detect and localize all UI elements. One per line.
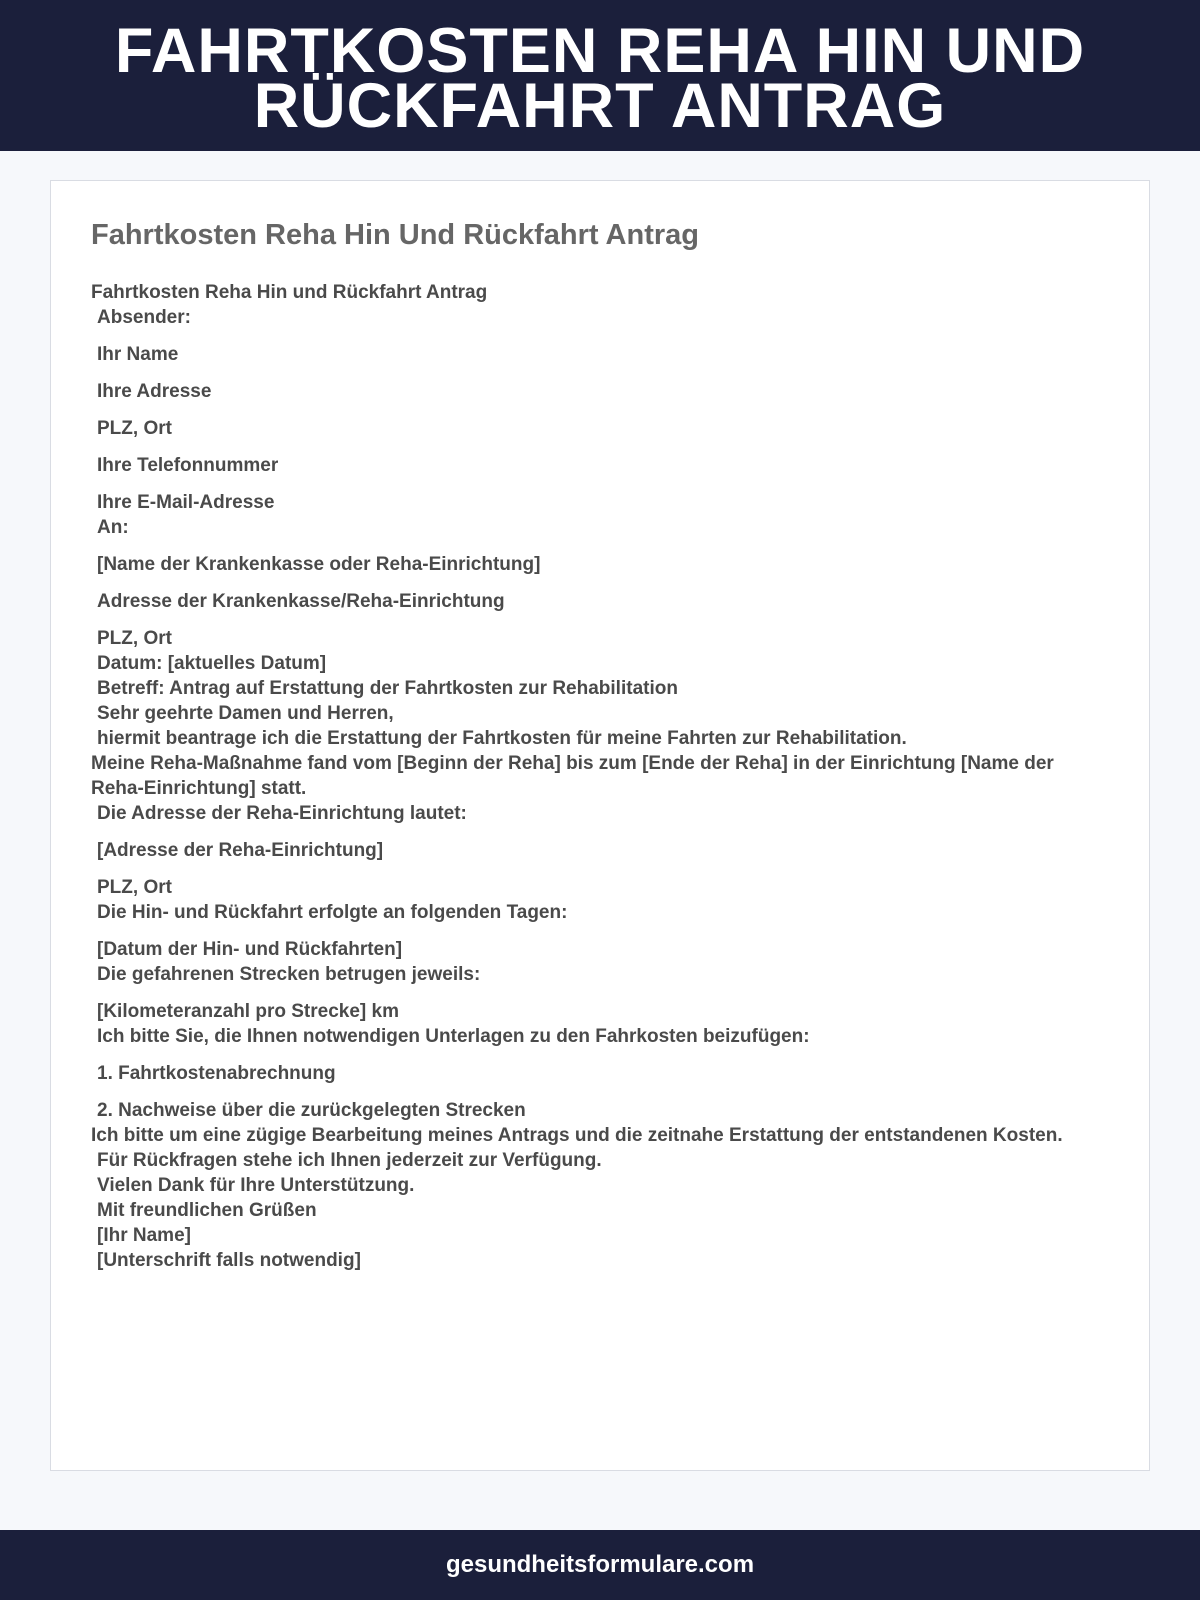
document-line: [Kilometeranzahl pro Strecke] km <box>97 1001 399 1022</box>
page-header <box>0 0 1200 151</box>
document-line: Betreff: Antrag auf Erstattung der Fahrtkosten zur Rehabilitation <box>97 678 678 699</box>
document-line: PLZ, Ort <box>97 877 172 898</box>
document-line: Vielen Dank für Ihre Unterstützung. <box>97 1175 415 1196</box>
document-line: 2. Nachweise über die zurückgelegten Strecken <box>97 1100 526 1121</box>
page-footer <box>0 1530 1200 1600</box>
document-line: Ihr Name <box>97 344 179 365</box>
document-line: [Adresse der Reha-Einrichtung] <box>97 840 384 861</box>
document-line: Sehr geehrte Damen und Herren, <box>97 703 394 724</box>
document-line: [Datum der Hin- und Rückfahrten] <box>97 939 403 960</box>
document-line: Absender: <box>97 307 191 328</box>
footer-site-link[interactable]: gesundheitsformulare.com <box>445 1551 755 1578</box>
document-line: Datum: [aktuelles Datum] <box>97 653 327 674</box>
document-line: [Unterschrift falls notwendig] <box>97 1250 361 1271</box>
document-line: Die gefahrenen Strecken betrugen jeweils: <box>97 964 481 985</box>
document-line: An: <box>97 517 129 538</box>
document-card <box>50 180 1150 1471</box>
document-line: [Name der Krankenkasse oder Reha-Einrichtung] <box>97 554 541 575</box>
document-line: hiermit beantrage ich die Erstattung der Fahrtkosten für meine Fahrten zur Rehabilitation. <box>97 728 907 749</box>
document-body <box>91 280 1081 1273</box>
document-title: Fahrtkosten Reha Hin Und Rückfahrt Antrag <box>91 219 699 251</box>
document-line: Ihre E-Mail-Adresse <box>97 492 275 513</box>
document-line: Ihre Adresse <box>97 381 212 402</box>
document-line: [Ihr Name] <box>97 1225 191 1246</box>
document-line: Fahrtkosten Reha Hin und Rückfahrt Antrag <box>91 282 488 303</box>
document-line: Die Adresse der Reha-Einrichtung lautet: <box>97 803 467 824</box>
document-line: Mit freundlichen Grüßen <box>97 1200 317 1221</box>
document-line: 1. Fahrtkostenabrechnung <box>97 1063 336 1084</box>
document-line: PLZ, Ort <box>97 418 172 439</box>
document-line: Für Rückfragen stehe ich Ihnen jederzeit zur Verfügung. <box>97 1150 602 1171</box>
document-line: Ich bitte Sie, die Ihnen notwendigen Unterlagen zu den Fahrkosten beizufügen: <box>97 1026 810 1047</box>
page-title: FAHRTKOSTEN REHA HIN UND RÜCKFAHRT ANTRAG <box>114 15 1086 141</box>
document-line: Die Hin- und Rückfahrt erfolgte an folgenden Tagen: <box>97 902 568 923</box>
document-line: Meine Reha-Maßnahme fand vom [Beginn der Reha] bis zum [Ende der Reha] in der Einrichtung [Name der Reha-Einrichtung] statt. <box>91 753 1054 799</box>
document-line: Ich bitte um eine zügige Bearbeitung meines Antrags und die zeitnahe Erstattung der entstandenen Kosten. <box>91 1125 1063 1146</box>
document-line: PLZ, Ort <box>97 628 172 649</box>
document-line: Adresse der Krankenkasse/Reha-Einrichtung <box>97 591 505 612</box>
document-line: Ihre Telefonnummer <box>97 455 279 476</box>
